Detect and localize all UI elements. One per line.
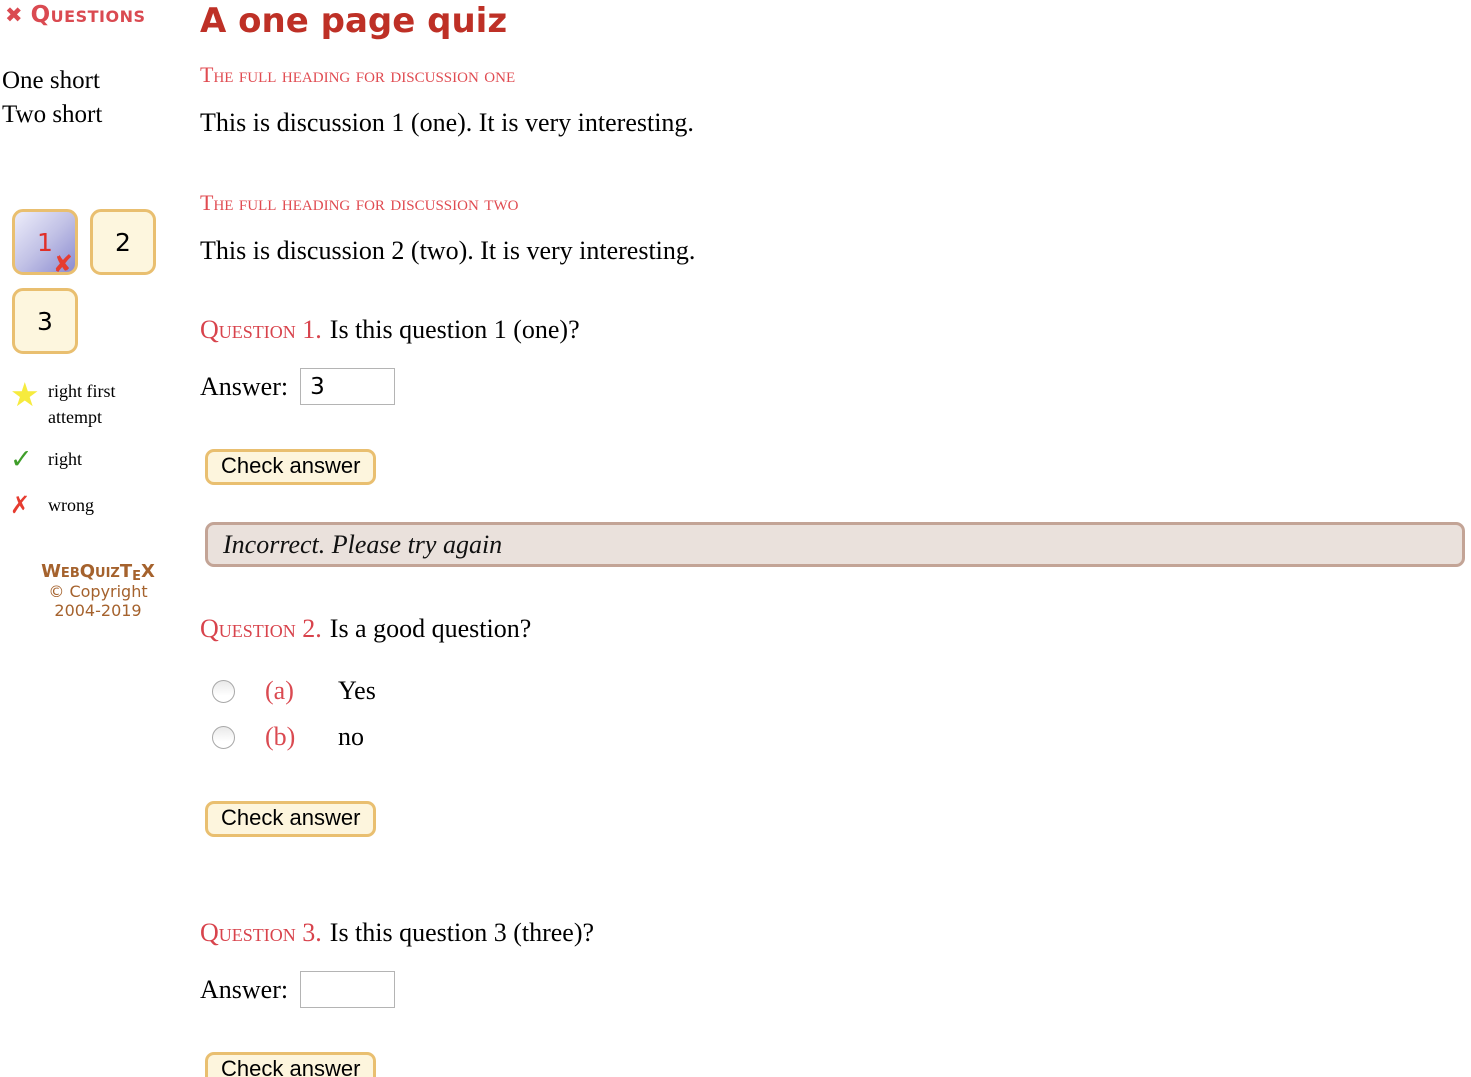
question-2-label: Question 2. [200, 614, 322, 643]
sidebar-footer [0, 562, 196, 620]
copyright-years: 2004-2019 [54, 601, 142, 620]
star-icon: ★ [10, 375, 40, 414]
sidebar-header-label: Questions [30, 2, 146, 28]
question-3-check-button[interactable]: Check answer [205, 1052, 376, 1077]
sidebar-link-one-short[interactable]: One short [2, 67, 100, 94]
brand-webquiz: WebQuiz [41, 561, 120, 582]
choice-b-label: no [338, 722, 364, 751]
cross-icon: ✗ [10, 491, 31, 519]
question-3-text: Is this question 3 (three)? [329, 918, 595, 947]
legend-label: right [48, 449, 82, 469]
legend-row-wrong [10, 492, 196, 518]
question-2-choices [212, 675, 1471, 753]
question-1-answer-row [200, 368, 1471, 405]
webquiztex-logo [0, 561, 196, 585]
question-2-text: Is a good question? [329, 614, 532, 643]
choice-b-radio[interactable] [212, 726, 235, 749]
legend-row-right-first-attempt [10, 375, 196, 430]
question-1-label: Question 1. [200, 315, 322, 344]
question-3-answer-input[interactable] [300, 971, 395, 1008]
sidebar [0, 0, 196, 1077]
question-1-feedback: Incorrect. Please try again [205, 522, 1465, 567]
copyright-text: © Copyright [48, 582, 148, 601]
sidebar-link-two-short[interactable]: Two short [2, 101, 103, 128]
question-1-answer-input[interactable] [300, 368, 395, 405]
question-2-line [200, 613, 1471, 645]
discussion-two-heading: The full heading for discussion two [200, 190, 519, 215]
sidebar-discussion-links [0, 64, 196, 132]
question-1-text: Is this question 1 (one)? [329, 315, 580, 344]
question-3-line [200, 917, 1471, 949]
question-1-check-button[interactable]: Check answer [205, 449, 376, 485]
discussion-two-text: This is discussion 2 (two). It is very interesting. [200, 236, 696, 265]
question-1-answer-label: Answer: [200, 371, 289, 401]
choice-a-label: Yes [338, 676, 376, 705]
question-3-label: Question 3. [200, 918, 322, 947]
legend-label: right first attempt [48, 381, 116, 427]
legend-row-right [10, 446, 196, 474]
question-3-button[interactable]: 3 [12, 288, 78, 354]
main-content [200, 0, 1471, 1077]
choice-row-b [212, 721, 1471, 753]
discussion-one-heading: The full heading for discussion one [200, 62, 516, 87]
question-1-number: 1 [37, 227, 53, 257]
choice-row-a [212, 675, 1471, 707]
question-1-line [200, 314, 1471, 346]
legend-label: wrong [48, 495, 94, 515]
choice-b-key: (b) [265, 722, 296, 751]
brand-t: T [119, 561, 133, 582]
question-3-answer-label: Answer: [200, 974, 289, 1004]
question-1-button[interactable] [12, 209, 78, 278]
legend [0, 375, 196, 519]
discussion-one-text: This is discussion 1 (one). It is very interesting. [200, 108, 694, 137]
sidebar-header[interactable] [0, 0, 196, 28]
brand-e: e [132, 564, 142, 585]
choice-a-radio[interactable] [212, 680, 235, 703]
brand-x: X [141, 561, 155, 582]
page-title: A one page quiz [200, 1, 508, 41]
choice-a-key: (a) [265, 676, 294, 705]
question-2-check-button[interactable]: Check answer [205, 801, 376, 837]
question-3-answer-row [200, 971, 1471, 1008]
wrong-mark-icon: ✘ [52, 250, 73, 278]
check-icon: ✓ [10, 444, 33, 475]
question-2-button[interactable]: 2 [90, 209, 156, 275]
question-button-grid [12, 209, 162, 354]
close-icon[interactable]: ✖ [5, 3, 23, 27]
